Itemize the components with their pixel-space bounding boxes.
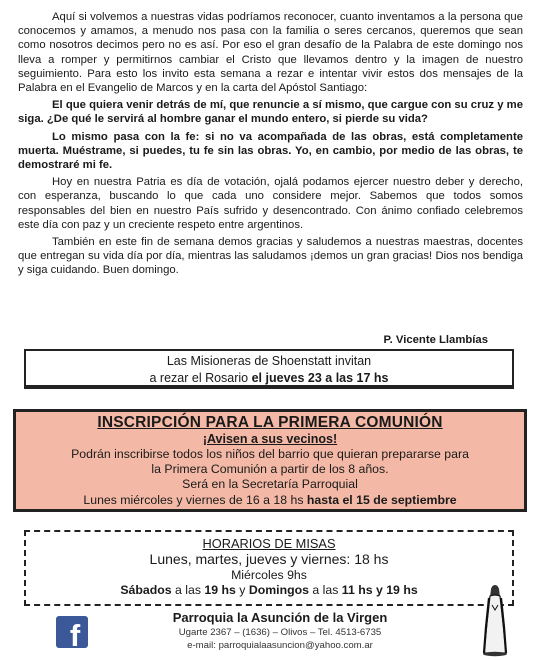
comunion-title: INSCRIPCIÓN PARA LA PRIMERA COMUNIÓN [97,414,443,431]
mass-schedule-title: HORARIOS DE MISAS [202,536,336,551]
virgin-mary-icon [480,583,510,657]
rosario-notice [24,349,514,389]
rosario-line-1: Las Misioneras de Shoenstatt invitan [166,354,372,368]
mass-weekend [26,583,512,598]
comunion-line-4 [16,493,524,508]
parish-footer [130,610,430,652]
mass-weekdays: Lunes, martes, jueves y viernes: 18 hs [149,551,389,567]
parish-name: Parroquia la Asunción de la Virgen [172,610,388,625]
comunion-schedule: Lunes miércoles y viernes de 16 a 18 hs [83,492,307,507]
rosario-text: a rezar el Rosario [149,371,252,385]
signature: P. Vicente Llambías [383,334,488,346]
homily-text [18,10,523,278]
rosario-line-2 [26,370,512,387]
comunion-subtitle: ¡Avisen a sus vecinos! [202,432,338,446]
mass-saturday-label: Sábados [120,583,172,597]
mass-sunday-times: 11 hs y 19 hs [341,583,418,597]
facebook-icon[interactable] [56,616,88,653]
santiago-quote: Lo mismo pasa con la fe: si no va acompañada de las obras, está completamente muerta. Muéstrame, si puedes, tu fe sin las obras. Yo, en cambio, por medio de las obras, te demostraré mi fe. [18,130,523,172]
homily-paragraph-5: También en este fin de semana demos gracias y saludemos a nuestras maestras, docentes que entregan su vida día por día, mientras las saludamos ¡demos un gran gracias! Dios nos bendiga y siga cuidando. Buen domingo. [18,236,523,277]
mass-schedule [24,530,514,606]
rosario-date: el jueves 23 a las 17 hs [251,371,389,385]
mass-wednesday: Miércoles 9hs [231,568,307,582]
comunion-line-1: Podrán inscribirse todos los niños del barrio que quieran prepararse para [71,447,469,461]
comunion-line-2: la Primera Comunión a partir de los 8 años. [151,462,389,477]
comunion-deadline: hasta el 15 de septiembre [306,492,457,507]
mass-sunday-label: Domingos [248,583,309,597]
mass-saturday-time: 19 hs [204,583,236,597]
mass-text: a las [171,583,205,597]
comunion-notice [13,409,527,512]
facebook-glyph: f [69,618,81,653]
mass-text: y [235,583,249,597]
comunion-line-3: Será en la Secretaría Parroquial [182,477,358,492]
parish-address: Ugarte 2367 – (1636) – Olivos – Tel. 4513-6735 [178,627,382,638]
mass-text: a las [308,583,342,597]
parish-email[interactable]: e-mail: parroquialaasuncion@yahoo.com.ar [187,640,373,651]
gospel-quote: El que quiera venir detrás de mí, que renuncie a sí mismo, que cargue con su cruz y me siga. ¿De qué le servirá al hombre ganar el mundo entero, si pierde su vida? [18,99,523,126]
homily-paragraph-1: Aquí si volvemos a nuestras vidas podríamos reconocer, cuanto inventamos a la persona que conocemos y amamos, a menudo nos pasa con la familia o seres cercanos, queremos que sean como nosotros decimos pero no es así. Por eso el gran desafío de la Palabra de este domingo nos lleva a romper y permitirnos cambiar el Cristo que llevamos dentro y la imagen de nuestro seguimiento. Para esto los invito esta semana a rezar e intentar vivir estos dos mensajes de la Palabra en el Evangelio de Marcos y en la carta del Apóstol Santiago: [18,11,523,95]
homily-paragraph-4: Hoy en nuestra Patria es día de votación, ojalá podamos ejercer nuestro deber y derecho, con esperanza, buscando lo que cada uno considere mejor. Sabemos que todos somos responsables del bien en nuestro País sufrido y desencontrado. Con ánimo confiado celebremos este día con paz y un creciente respeto entre argentinos. [18,176,523,231]
